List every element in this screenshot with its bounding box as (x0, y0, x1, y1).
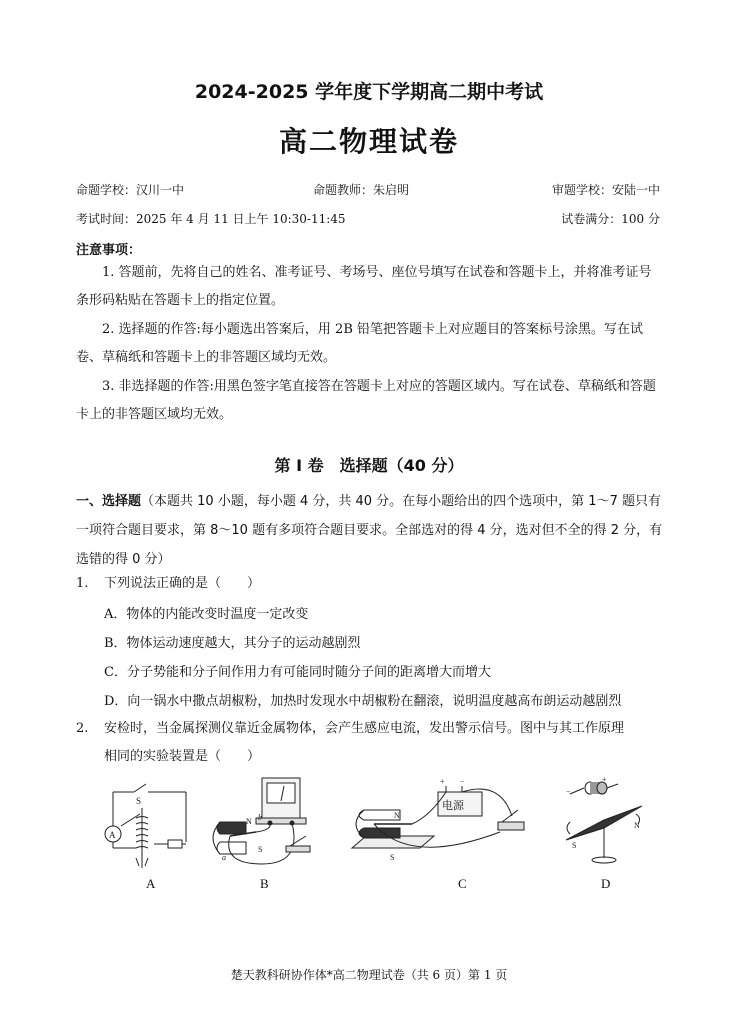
north-pole-label: N (246, 817, 252, 826)
exam-time: 考试时间：2025 年 4 月 11 日上午 10:30-11:45 (76, 212, 346, 226)
section-instruction (76, 487, 666, 574)
north-pole-label: N (634, 821, 640, 830)
paper-title: 高二物理试卷 (278, 125, 459, 158)
setting-school: 命题学校：汉川一中 (76, 183, 185, 197)
option-b: B．物体运动速度越大，其分子的运动越剧烈 (104, 636, 361, 651)
notice-heading: 注意事项： (76, 243, 142, 258)
minus-terminal-label: − (460, 777, 465, 786)
power-supply-label: 电源 (442, 800, 464, 812)
option-c: C．分子势能和分子间作用力有可能同时随分子间的距离增大而增大 (104, 665, 491, 680)
figure-label-b: B (260, 876, 269, 891)
notice-item-3: 3. 非选择题的作答:用黑色签字笔直接答在答题卡上对应的答题区域内。写在试卷、草稿纸和答题卡上的非答题区域均无效。 (76, 379, 656, 422)
option-a: A．物体的内能改变时温度一定改变 (104, 607, 309, 622)
plus-terminal-label: + (440, 777, 445, 786)
setting-teacher: 命题教师：朱启明 (313, 183, 410, 197)
plus-terminal-label: + (602, 776, 607, 784)
wire-b-label: b (258, 813, 262, 822)
south-pole-label: S (390, 853, 395, 862)
north-pole-label: N (394, 811, 400, 820)
option-d: D．向一锅水中撒点胡椒粉，加热时发现水中胡椒粉在翻滚，说明温度越高布朗运动越剧烈 (104, 694, 622, 709)
question-stem-line-1: 安检时，当金属探测仪靠近金属物体，会产生感应电流，发出警示信号。图中与其工作原理 (104, 721, 625, 736)
notice-item-2: 2. 选择题的作答:每小题选出答案后，用 2B 铅笔把答题卡上对应题目的答案标号涂黑。写在试卷、草稿纸和答题卡上的非答题区域均无效。 (76, 322, 644, 365)
section-title: 第 I 卷 选择题（40 分） (274, 456, 464, 475)
south-pole-label: S (572, 841, 577, 850)
switch-label: S (136, 796, 142, 806)
figure-label-a: A (146, 876, 156, 891)
question-number: 1. (76, 576, 89, 591)
exam-title: 2024-2025 学年度下学期高二期中考试 (194, 81, 544, 103)
review-school: 审题学校：安陆一中 (551, 183, 660, 197)
figure-a-circuit (96, 778, 196, 870)
figure-d-solenoid-needle (556, 776, 656, 870)
figure-b-galvanometer (212, 776, 324, 870)
question-stem: 下列说法正确的是（ ） (104, 576, 261, 591)
notice-item-1: 1. 答题前，先将自己的姓名、准考证号、考场号、座位号填写在试卷和答题卡上，并将准考证号条形码粘贴在答题卡上的指定位置。 (76, 265, 652, 308)
figure-c-power-supply (350, 776, 530, 870)
full-score: 试卷满分：100 分 (561, 212, 660, 226)
figure-label-c: C (458, 876, 467, 891)
ammeter-label: A (109, 830, 116, 840)
instruction-label: 一、选择题 (76, 494, 142, 509)
south-pole-label: S (258, 845, 263, 854)
instruction-text: （本题共 10 小题，每小题 4 分，共 40 分。在每小题给出的四个选项中，第 1～7 题只有一项符合题目要求，第 8～10 题有多项符合题目要求。全部选对的得 4 分，选对但不全的得 2 分，有选错的得 0 分） (76, 494, 663, 567)
wire-a-label: a (222, 853, 226, 862)
minus-terminal-label: − (566, 787, 571, 796)
question-stem-line-2: 相同的实验装置是（ ） (104, 749, 261, 764)
question-number: 2. (76, 721, 89, 736)
figure-label-d: D (601, 876, 611, 891)
page-footer: 楚天教科研协作体*高二物理试卷（共 6 页）第 1 页 (230, 968, 508, 982)
